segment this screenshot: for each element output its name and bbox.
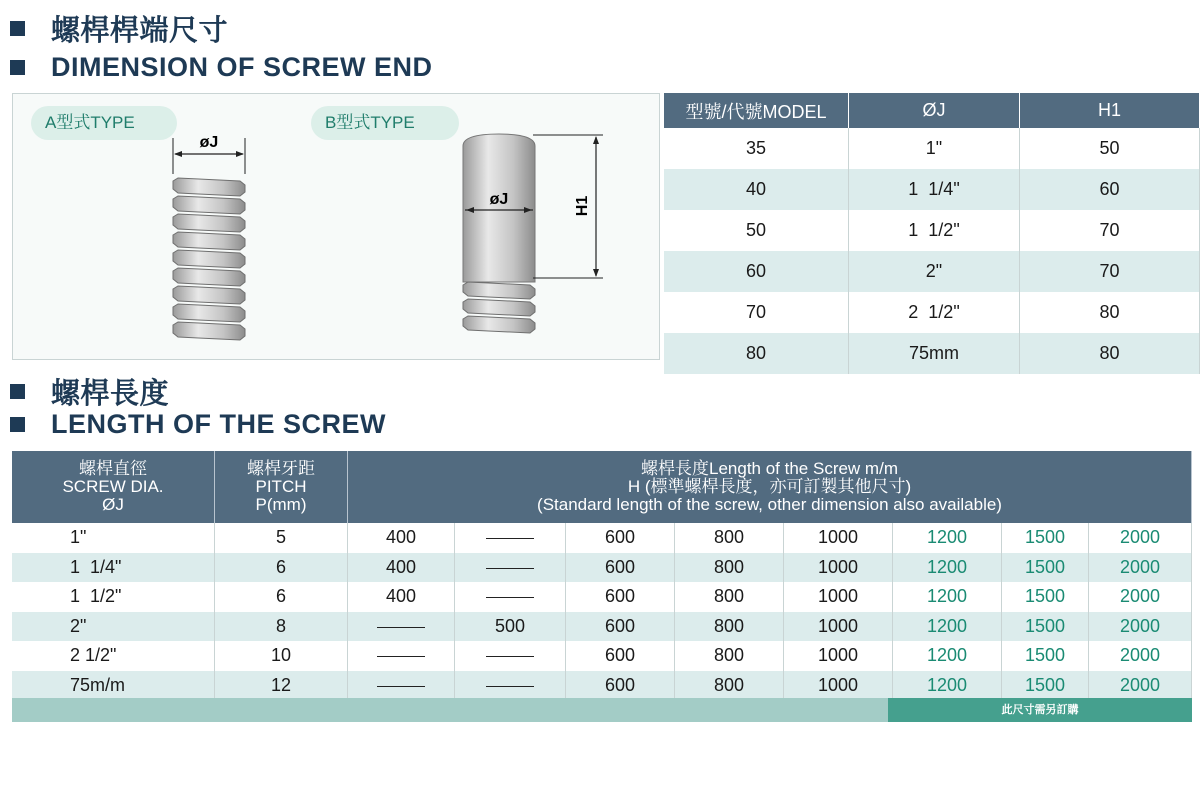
cell-length: 1000 [784, 523, 893, 553]
cell-model: 60 [664, 251, 849, 292]
header-screw-dia [12, 451, 215, 523]
dash-placeholder [486, 656, 534, 657]
section-heading-end-zh [10, 8, 228, 49]
cell-length [455, 582, 566, 612]
table-row [664, 169, 1200, 210]
header-line: 螺桿牙距 [247, 459, 315, 478]
cell-dia: 1 1/4" [12, 553, 215, 583]
table-row [12, 553, 1192, 583]
cell-length: 800 [675, 523, 784, 553]
cell-length: 1500 [1002, 553, 1089, 583]
cell-length: 800 [675, 553, 784, 583]
cell-dia: 1" [849, 128, 1020, 169]
screw-length-table [12, 451, 1192, 700]
cell-length: 2000 [1089, 582, 1192, 612]
cell-dia: 75m/m [12, 671, 215, 701]
header-line: PITCH [255, 477, 307, 496]
table-header-row [664, 93, 1200, 128]
bullet-square-icon [10, 417, 25, 432]
header-line: ØJ [102, 495, 124, 514]
cell-length: 400 [348, 523, 455, 553]
cell-length [455, 671, 566, 701]
cell-model: 40 [664, 169, 849, 210]
type-b-dia-label: øJ [489, 191, 509, 208]
cell-length: 600 [566, 553, 675, 583]
section-heading-length-en [10, 409, 386, 440]
table-row [12, 612, 1192, 642]
cell-h1: 70 [1020, 210, 1200, 251]
cell-length: 600 [566, 641, 675, 671]
screw-end-dimension-table [664, 93, 1200, 374]
cell-length: 1000 [784, 671, 893, 701]
cell-length: 600 [566, 612, 675, 642]
heading-text: DIMENSION OF SCREW END [51, 52, 433, 82]
cell-dia: 1 1/2" [849, 210, 1020, 251]
heading-text: 螺桿桿端尺寸 [51, 15, 229, 47]
cell-length: 800 [675, 582, 784, 612]
cell-length: 600 [566, 582, 675, 612]
cell-dia: 75mm [849, 333, 1020, 374]
heading-text: 螺桿長度 [51, 378, 170, 410]
cell-model: 35 [664, 128, 849, 169]
header-h1: H1 [1020, 93, 1200, 128]
cell-length: 400 [348, 553, 455, 583]
cell-length: 800 [675, 612, 784, 642]
table-row [12, 641, 1192, 671]
cell-length: 1500 [1002, 582, 1089, 612]
cell-length: 2000 [1089, 523, 1192, 553]
cell-pitch: 12 [215, 671, 348, 701]
cell-length: 1500 [1002, 612, 1089, 642]
table-row [12, 582, 1192, 612]
cell-length: 1200 [893, 553, 1002, 583]
header-dia: ØJ [849, 93, 1020, 128]
cell-length: 1500 [1002, 641, 1089, 671]
bullet-square-icon [10, 21, 25, 36]
screw-end-diagram [13, 94, 659, 359]
table-row [12, 523, 1192, 553]
cell-length [348, 671, 455, 701]
cell-length: 600 [566, 523, 675, 553]
type-a-diameter-dimension [173, 134, 245, 174]
header-line: H (標準螺桿長度，亦可訂製其他尺寸) [627, 477, 912, 496]
type-b-label: B型式TYPE [311, 106, 459, 140]
cell-length [348, 612, 455, 642]
cell-dia: 2 1/2" [12, 641, 215, 671]
bullet-square-icon [10, 384, 25, 399]
table-row [664, 333, 1200, 374]
cell-length: 1500 [1002, 523, 1089, 553]
cell-length: 1200 [893, 612, 1002, 642]
cell-dia: 2 1/2" [849, 292, 1020, 333]
cell-dia: 1 1/2" [12, 582, 215, 612]
screw-end-figure-panel [12, 93, 660, 360]
header-line: 螺桿長度Length of the Screw m/m [641, 459, 898, 478]
cell-length: 1000 [784, 553, 893, 583]
header-line: SCREW DIA. [62, 477, 164, 496]
cell-length: 2000 [1089, 553, 1192, 583]
cell-h1: 50 [1020, 128, 1200, 169]
cell-length [455, 523, 566, 553]
cell-model: 80 [664, 333, 849, 374]
cell-length: 1200 [893, 641, 1002, 671]
table-row [664, 251, 1200, 292]
header-line: (Standard length of the screw, other dimension also available) [537, 495, 1002, 514]
dash-placeholder [486, 538, 534, 539]
header-length [348, 451, 1192, 523]
cell-model: 50 [664, 210, 849, 251]
cell-length: 800 [675, 671, 784, 701]
header-line: P(mm) [255, 495, 307, 514]
cell-length: 1000 [784, 612, 893, 642]
type-b-screw-icon [463, 134, 535, 333]
dash-placeholder [486, 686, 534, 687]
cell-h1: 80 [1020, 292, 1200, 333]
type-a-screw-icon [173, 178, 245, 340]
type-b-h1-label: H1 [574, 195, 591, 217]
dash-placeholder [486, 597, 534, 598]
cell-length: 2000 [1089, 612, 1192, 642]
cell-length: 2000 [1089, 671, 1192, 701]
table-row [664, 292, 1200, 333]
custom-order-note: 此尺寸需另訂購 [888, 698, 1192, 722]
table-row [664, 128, 1200, 169]
table-row [12, 671, 1192, 701]
cell-h1: 70 [1020, 251, 1200, 292]
dash-placeholder [486, 568, 534, 569]
cell-length [455, 641, 566, 671]
cell-length [455, 553, 566, 583]
cell-length [348, 641, 455, 671]
section-heading-end-en [10, 52, 433, 83]
cell-pitch: 5 [215, 523, 348, 553]
dash-placeholder [377, 686, 425, 687]
dash-placeholder [377, 627, 425, 628]
heading-text: LENGTH OF THE SCREW [51, 409, 386, 439]
cell-length: 1200 [893, 523, 1002, 553]
cell-dia: 1" [12, 523, 215, 553]
cell-pitch: 6 [215, 582, 348, 612]
cell-length: 2000 [1089, 641, 1192, 671]
table-row [664, 210, 1200, 251]
cell-length: 500 [455, 612, 566, 642]
section-heading-length-zh [10, 371, 169, 412]
cell-length: 600 [566, 671, 675, 701]
cell-length: 1200 [893, 671, 1002, 701]
cell-model: 70 [664, 292, 849, 333]
cell-length: 1200 [893, 582, 1002, 612]
cell-pitch: 10 [215, 641, 348, 671]
cell-length: 800 [675, 641, 784, 671]
cell-pitch: 8 [215, 612, 348, 642]
dash-placeholder [377, 656, 425, 657]
bullet-square-icon [10, 60, 25, 75]
cell-dia: 1 1/4" [849, 169, 1020, 210]
cell-length: 1000 [784, 641, 893, 671]
cell-length: 1000 [784, 582, 893, 612]
header-line: 螺桿直徑 [79, 459, 147, 478]
cell-dia: 2" [849, 251, 1020, 292]
cell-dia: 2" [12, 612, 215, 642]
cell-length: 1500 [1002, 671, 1089, 701]
cell-h1: 80 [1020, 333, 1200, 374]
type-a-dia-label: øJ [199, 134, 219, 151]
cell-length: 400 [348, 582, 455, 612]
header-pitch [215, 451, 348, 523]
cell-pitch: 6 [215, 553, 348, 583]
header-model: 型號/代號MODEL [664, 93, 849, 128]
type-a-label: A型式TYPE [31, 106, 177, 140]
table-header-row [12, 451, 1192, 523]
cell-h1: 60 [1020, 169, 1200, 210]
